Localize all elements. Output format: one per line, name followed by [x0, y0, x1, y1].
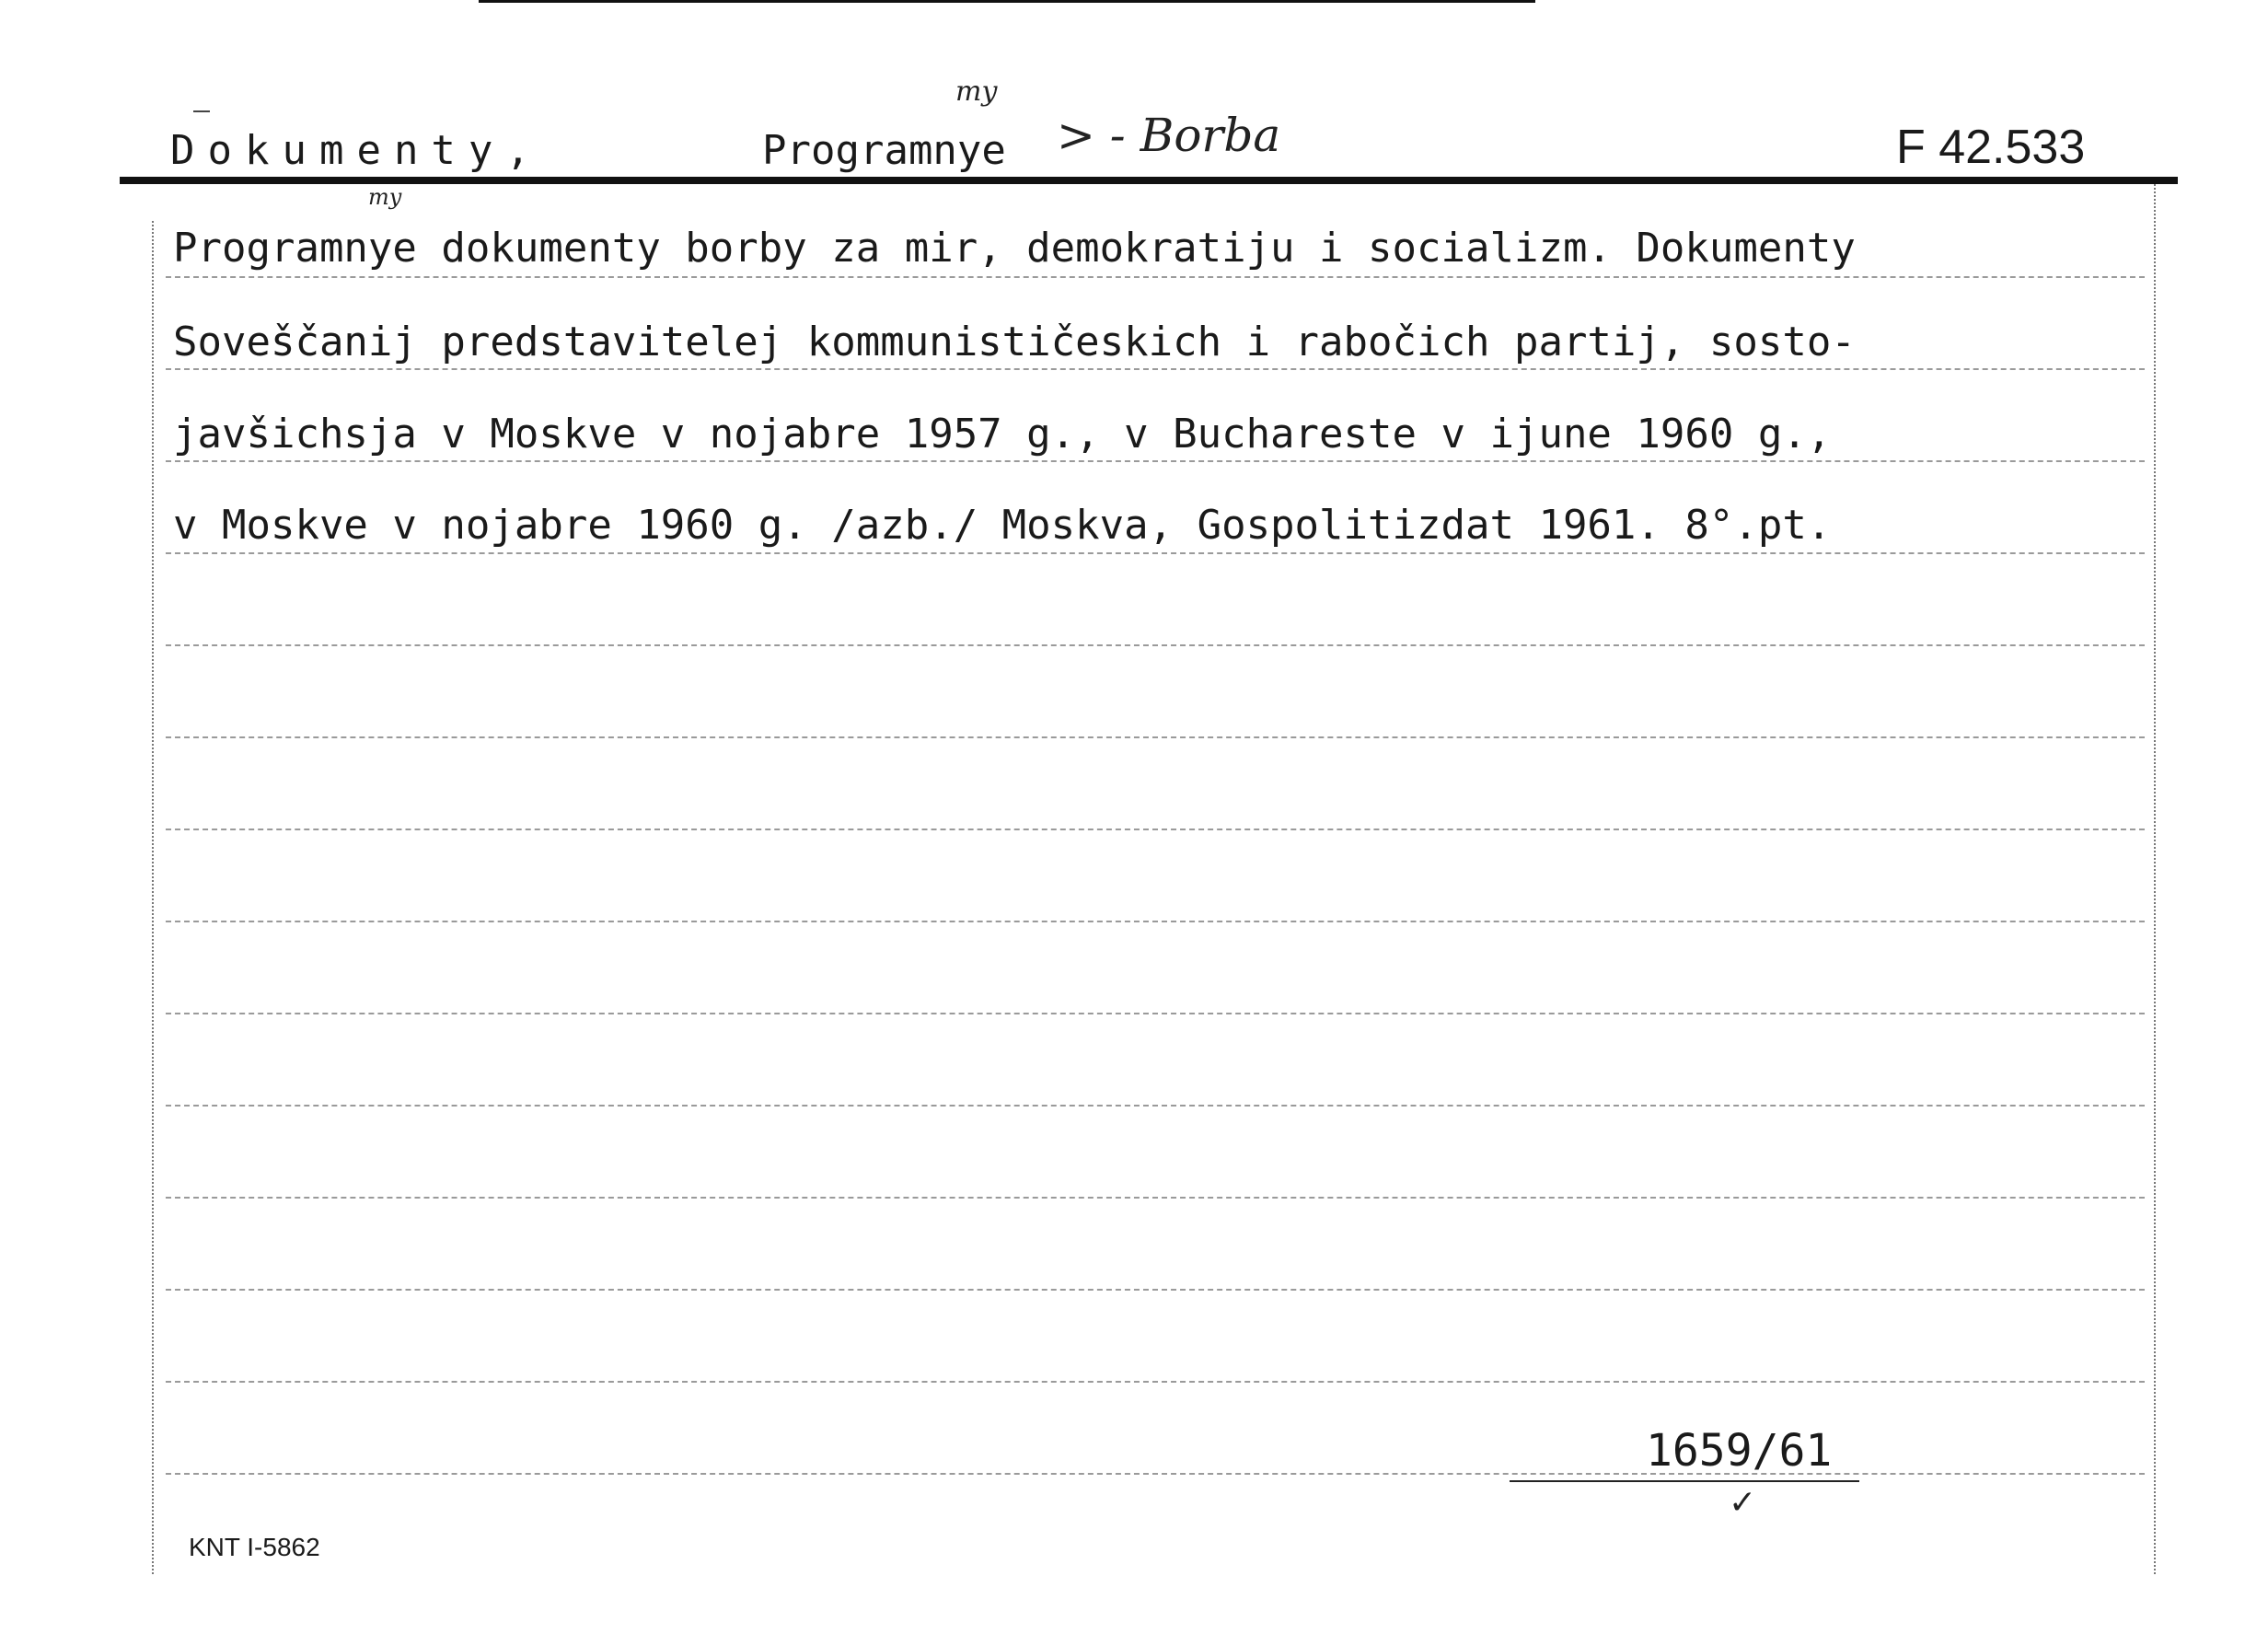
handwritten-borba: > - Borba [1057, 109, 1281, 162]
ruled-line [166, 1473, 2145, 1475]
body-line-1: Programnye dokumenty borby za mir, demokratiju i socializm. Dokumenty [173, 225, 1856, 272]
ruled-line [166, 1197, 2145, 1199]
body-line-4: v Moskve v nojabre 1960 g. /azb./ Moskva, Gospolitizdat 1961. 8°.pt. [173, 502, 1832, 549]
card-heading: Dokumenty, [170, 127, 543, 174]
call-number: F 42.533 [1896, 121, 2086, 174]
ruled-line [166, 1381, 2145, 1383]
top-border-line [479, 0, 1535, 3]
ruled-line [166, 276, 2145, 278]
accession-number: 1659/61 [1646, 1425, 1833, 1477]
ruled-line [166, 1289, 2145, 1291]
ruled-line [166, 368, 2145, 370]
checkmark-icon: ✓ [1729, 1484, 1757, 1522]
ruled-line [166, 552, 2145, 554]
ruled-line [166, 829, 2145, 830]
body-line-3: javšichsja v Moskve v nojabre 1957 g., v Buchareste v ijune 1960 g., [173, 411, 1832, 458]
accession-underline [1510, 1480, 1859, 1482]
form-code: KNT I-5862 [189, 1533, 320, 1561]
card-heading-program: Programnye [762, 127, 1006, 174]
ruled-line [166, 1013, 2145, 1014]
ruled-line [166, 1105, 2145, 1107]
handwritten-correction-body: my [368, 184, 402, 210]
ruled-line [166, 736, 2145, 738]
heading-dash-mark [193, 110, 210, 112]
right-margin-line [2154, 184, 2156, 1574]
body-line-2: Soveščanij predstavitelej kommunističeskich i rabočich partij, sosto- [173, 319, 1856, 365]
ruled-line [166, 921, 2145, 922]
ruled-line [166, 644, 2145, 646]
handwritten-correction: my [955, 75, 998, 108]
ruled-line [166, 460, 2145, 462]
left-margin-line [152, 221, 154, 1574]
heading-rule [120, 177, 2178, 184]
